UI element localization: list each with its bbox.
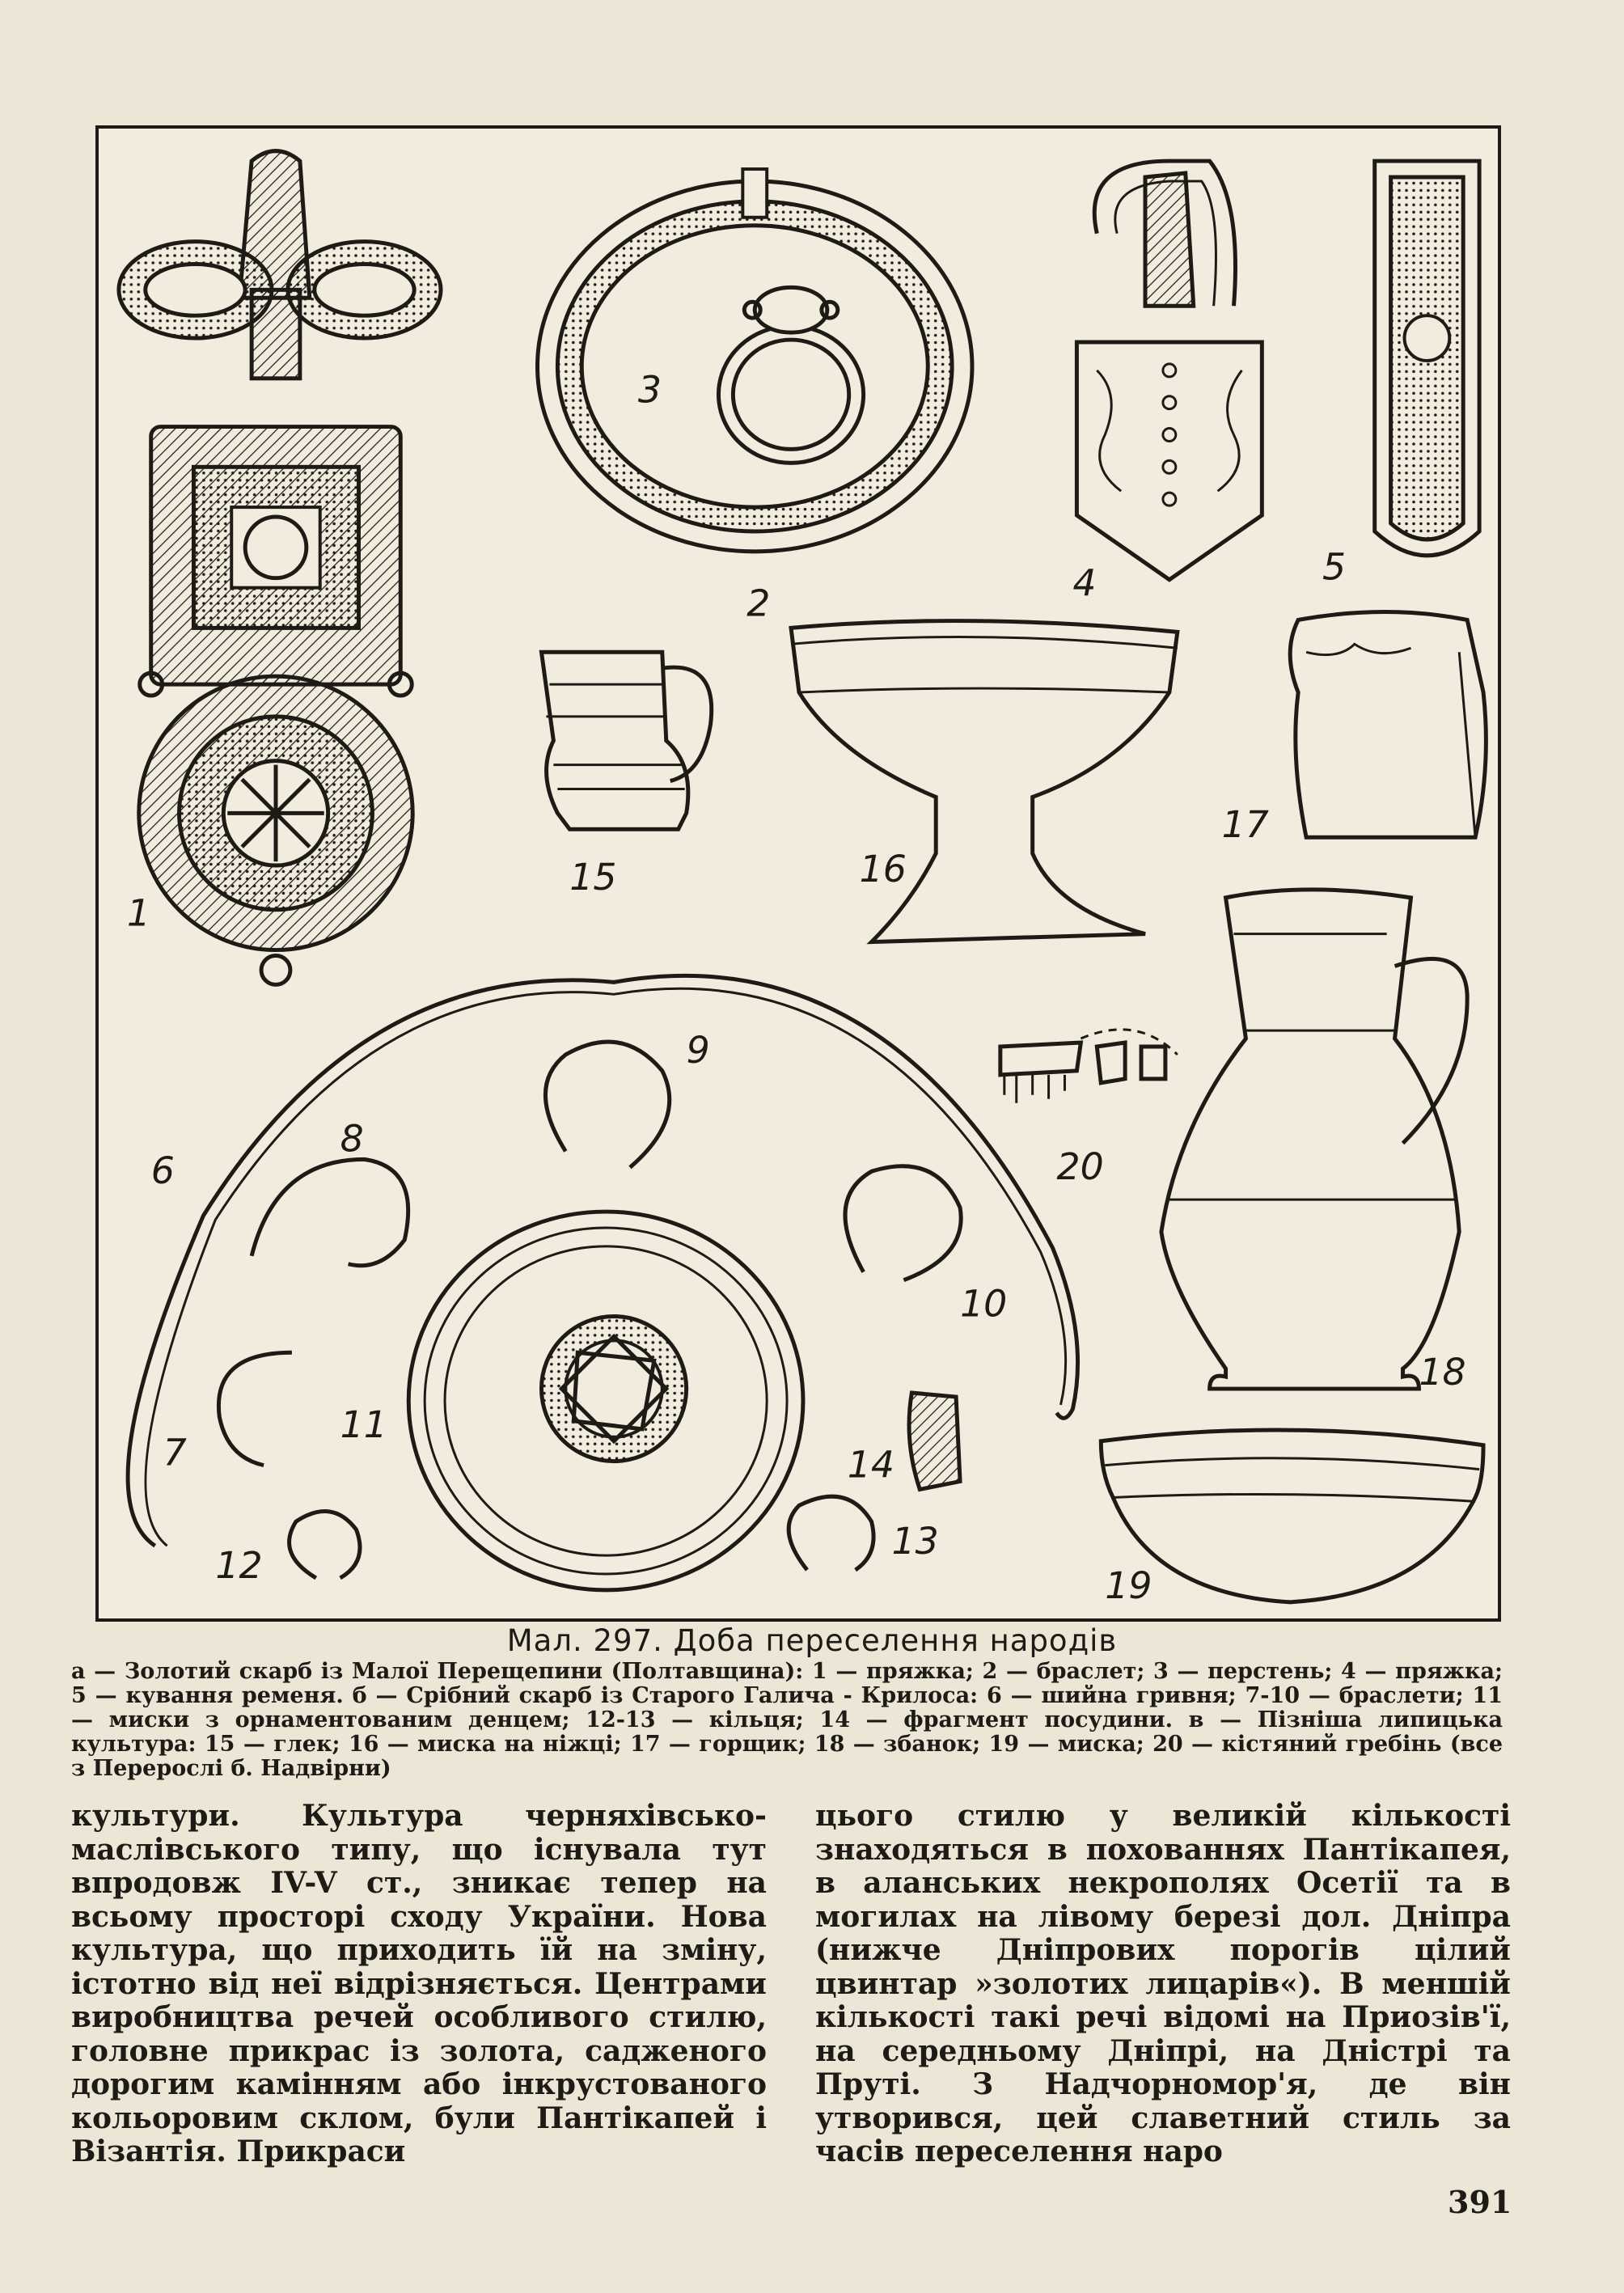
artifact-2-bracelet bbox=[537, 169, 972, 624]
artifact-7-bracelet bbox=[163, 1352, 292, 1474]
body-column-left: культури. Культура черняхівсько-маслівського типу, що існувала тут впродовж IV-V ст., зникає тепер на всьому просторі сходу України. Нова культура, що приходить їй на зміну, істотно від неї відрізняється. Центрами виробництва речей особливого стилю, головне прикрас із золота, садженого дорогим камінням або інкрустованого кольоровим склом, були Пантікапей і Візантія. Прикраси bbox=[71, 1799, 767, 2168]
label-11: 11 bbox=[340, 1402, 387, 1446]
label-4: 4 bbox=[1072, 561, 1097, 605]
label-9: 9 bbox=[686, 1028, 710, 1072]
label-5: 5 bbox=[1322, 545, 1347, 589]
label-7: 7 bbox=[163, 1431, 187, 1474]
artifact-13-ring bbox=[789, 1496, 939, 1570]
artifact-11-bowl bbox=[340, 1212, 803, 1590]
label-17: 17 bbox=[1221, 803, 1269, 847]
label-15: 15 bbox=[569, 855, 617, 899]
figure-legend: а — Золотий скарб із Малої Перещепини (Полтавщина): 1 — пряжка; 2 — браслет; 3 — перстень; 4 — пряжка; 5 — кування ременя. б — Срібний скарб із Старого Галича - Крилоса: 6 — шийна гривня; 7-10 — браслети; 11 — миски з орнаментованим денцем; 12-13 — кільця; 14 — фрагмент посудини. в — Пізніша липицька культура: 15 — глек; 16 — миска на ніжці; 17 — горщик; 18 — збанок; 19 — миска; 20 — кістяний гребінь (все з Перерослі б. Надвірни) bbox=[71, 1659, 1503, 1781]
artifact-5-belt-fitting bbox=[1322, 161, 1479, 589]
artifact-10-bracelet bbox=[845, 1166, 1007, 1326]
artifact-15-jug bbox=[541, 652, 711, 899]
artifact-9-bracelet bbox=[545, 1029, 709, 1167]
label-16: 16 bbox=[859, 847, 907, 891]
artifact-14-fragment bbox=[848, 1393, 960, 1489]
label-20: 20 bbox=[1056, 1145, 1104, 1189]
label-14: 14 bbox=[847, 1443, 894, 1487]
artifact-20-comb bbox=[1000, 1030, 1178, 1188]
artifact-4-buckle bbox=[1072, 161, 1262, 605]
label-13: 13 bbox=[891, 1520, 939, 1563]
artifact-16-footed-bowl bbox=[791, 621, 1178, 942]
artifact-drawings bbox=[99, 129, 1498, 1618]
label-6: 6 bbox=[150, 1149, 175, 1193]
label-18: 18 bbox=[1419, 1351, 1466, 1394]
label-19: 19 bbox=[1105, 1563, 1152, 1607]
label-2: 2 bbox=[746, 582, 771, 625]
artifact-19-bowl bbox=[1101, 1430, 1483, 1607]
artifact-17-pot bbox=[1222, 611, 1487, 846]
figure-caption-title: Мал. 297. Доба переселення народів bbox=[506, 1623, 1118, 1658]
label-1: 1 bbox=[126, 891, 150, 935]
label-3: 3 bbox=[637, 368, 662, 412]
artifact-18-jug bbox=[1161, 890, 1467, 1394]
body-text bbox=[71, 1799, 1511, 2168]
label-10: 10 bbox=[960, 1282, 1008, 1326]
label-8: 8 bbox=[340, 1117, 364, 1161]
figure-plate bbox=[95, 125, 1501, 1622]
page-number: 391 bbox=[1448, 2184, 1512, 2220]
label-12: 12 bbox=[215, 1543, 263, 1587]
artifact-12-ring bbox=[215, 1511, 360, 1586]
artifact-1-buckle bbox=[119, 151, 441, 985]
body-column-right: цього стилю у великій кількості знаходяться в похованнях Пантікапея, в аланських некрополях Осетії та в могилах на лівому березі дол. Дніпра (нижче Дніпрових порогів цілий цвинтар »золотих лицарів«). В меншій кількості такі речі відомі на Приозів'ї, на середньому Дніпрі, на Дністрі та Пруті. З Надчорномор'я, де він утворився, цей славетний стиль за часів переселення наро bbox=[815, 1799, 1511, 2168]
